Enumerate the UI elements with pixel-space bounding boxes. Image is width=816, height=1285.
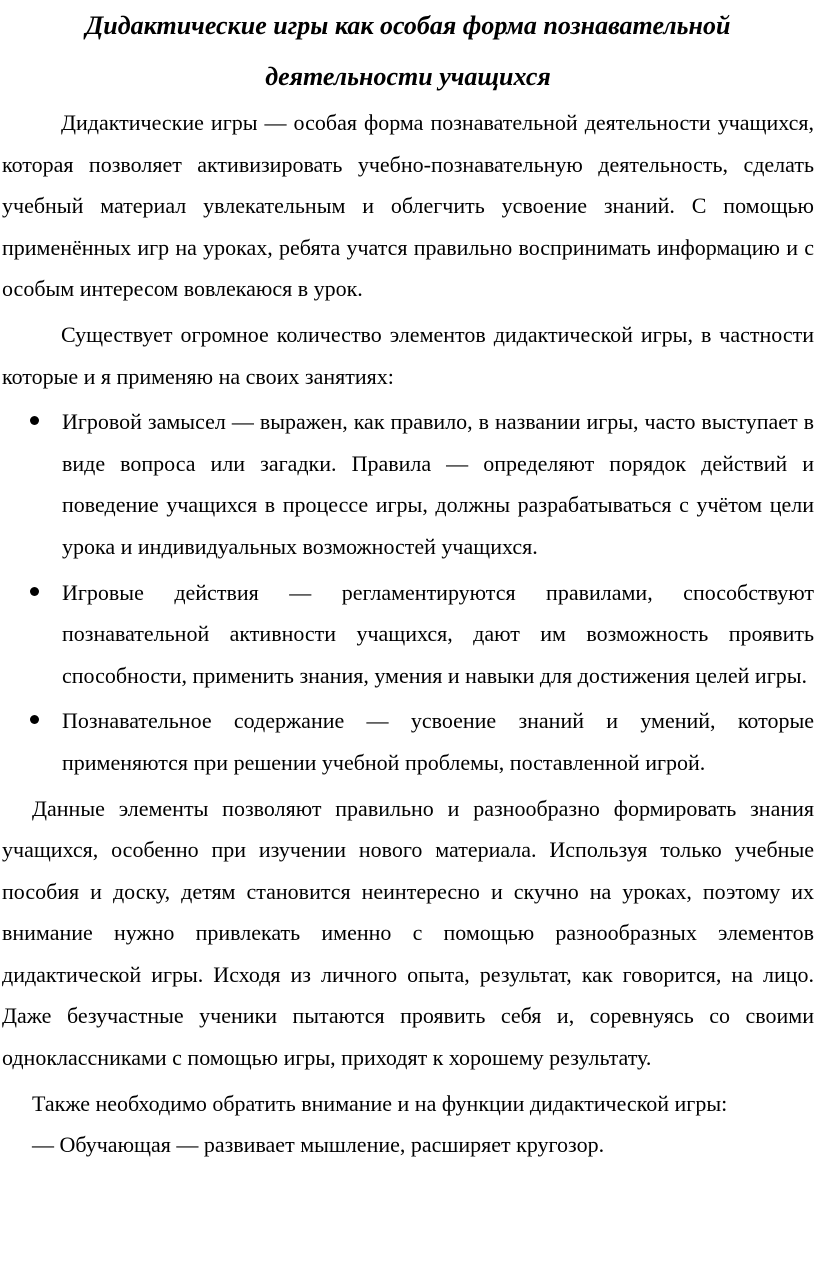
title-line-1: Дидактические игры как особая форма познавательной [85, 11, 731, 40]
bullet-icon [30, 587, 39, 596]
list-item-text: Игровые действия — регламентируются правилами, способствуют познавательной активности учащихся, дают им возможность проявить способности, применить знания, умения и навыки для достижения целей игры. [62, 579, 814, 688]
paragraph-elements: Существует огромное количество элементов дидактической игры, в частности которые и я применяю на своих занятиях: [2, 321, 814, 389]
paragraph-teaching-function: — Обучающая — развивает мышление, расширяет кругозор. [32, 1132, 605, 1158]
list-item-text: Игровой замысел — выражен, как правило, в названии игры, часто выступает в виде вопроса или загадки. Правила — определяют порядок действий и поведение учащихся в процессе игры, должны разрабатываться с учётом цели урока и индивидуальных возможностей учащихся. [62, 409, 814, 559]
list-item [2, 401, 814, 567]
paragraph-experience: Данные элементы позволяют правильно и разнообразно формировать знания учащихся, особенно при изучении нового материала. Используя только учебные пособия и доску, детям становится неинтересно и скучно на уроках, поэтому их внимание нужно привлекать именно с помощью разнообразных элементов дидактической игры. Исходя из личного опыта, результат, как говорится, на лицо. Даже безучастные ученики пытаются проявить себя и, соревнуясь со своими одноклассниками с помощью игры, приходят к хорошему результату. [2, 795, 814, 1071]
list-item-text: Познавательное содержание — усвоение знаний и умений, которые применяются при решении учебной проблемы, поставленной игрой. [62, 708, 814, 775]
list-item [2, 700, 814, 783]
title-line-2: деятельности учащихся [265, 62, 551, 91]
bullet-icon [30, 715, 39, 724]
list-item [2, 572, 814, 697]
paragraph-functions: Также необходимо обратить внимание и на функции дидактической игры: [32, 1090, 728, 1116]
paragraph-intro: Дидактические игры — особая форма познавательной деятельности учащихся, которая позволяет активизировать учебно-познавательную деятельность, сделать учебный материал увлекательным и облегчить усвоение знаний. С помощью применённых игр на уроках, ребята учатся правильно воспринимать информацию и с особым интересом вовлекаюся в урок. [2, 110, 814, 302]
document-title [2, 0, 814, 102]
elements-list [2, 401, 814, 783]
bullet-icon [30, 416, 39, 425]
